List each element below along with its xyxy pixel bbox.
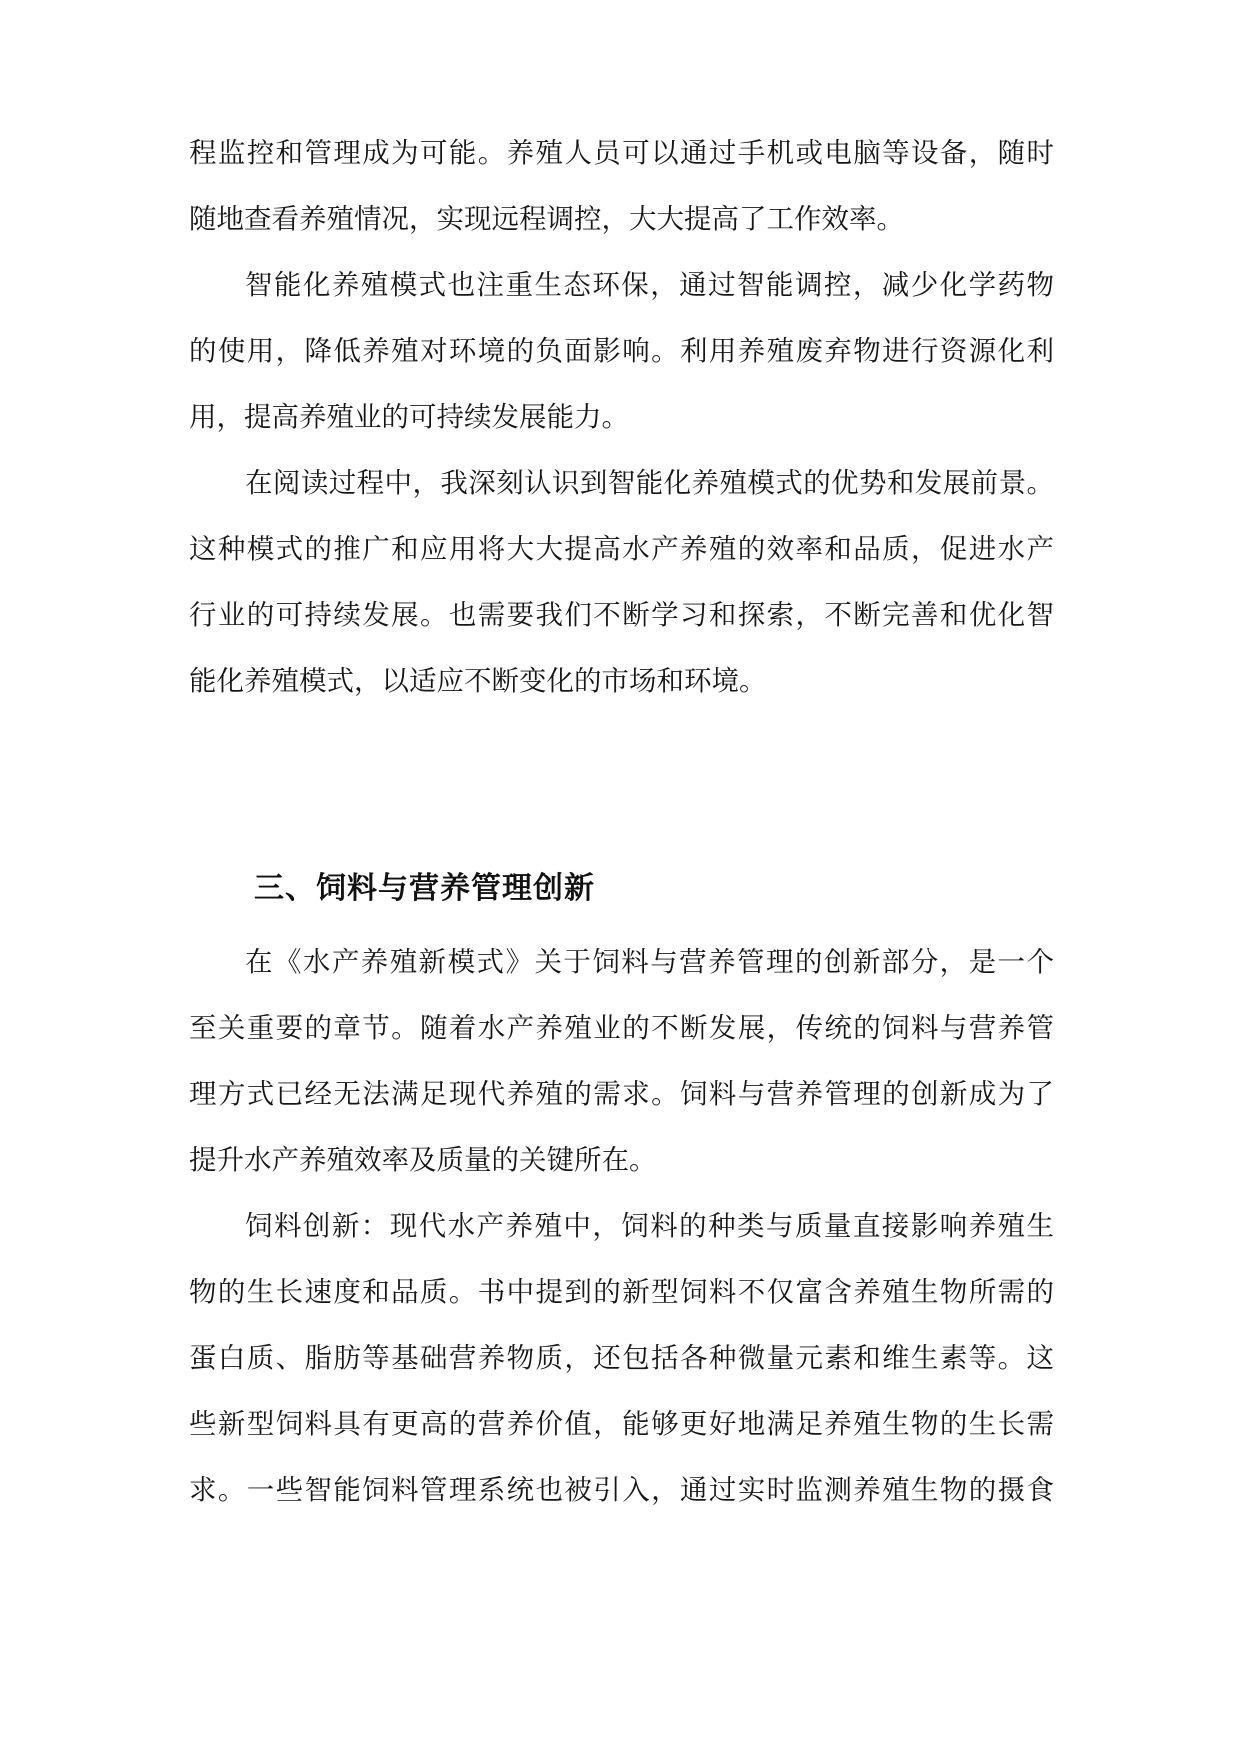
paragraph-1-line-1: 程监控和管理成为可能。养殖人员可以通过手机或电脑等设备，随时	[189, 137, 1054, 169]
section-heading: 三、饲料与营养管理创新	[254, 871, 595, 906]
paragraph-5-line-1: 饲料创新：现代水产养殖中，饲料的种类与质量直接影响养殖生	[245, 1210, 1054, 1242]
paragraph-2-line-1: 智能化养殖模式也注重生态环保，通过智能调控，减少化学药物	[245, 269, 1054, 301]
paragraph-3-line-4: 能化养殖模式，以适应不断变化的市场和环境。	[189, 665, 767, 697]
paragraph-5-line-4: 些新型饲料具有更高的营养价值，能够更好地满足养殖生物的生长需	[189, 1408, 1054, 1440]
paragraph-5-line-5: 求。一些智能饲料管理系统也被引入，通过实时监测养殖生物的摄食	[189, 1474, 1054, 1506]
paragraph-1-line-2: 随地查看养殖情况，实现远程调控，大大提高了工作效率。	[189, 203, 904, 235]
paragraph-4-line-3: 理方式已经无法满足现代养殖的需求。饲料与营养管理的创新成为了	[189, 1078, 1054, 1110]
paragraph-4-line-2: 至关重要的章节。随着水产养殖业的不断发展，传统的饲料与营养管	[189, 1012, 1054, 1044]
paragraph-3-line-3: 行业的可持续发展。也需要我们不断学习和探索，不断完善和优化智	[189, 599, 1054, 631]
paragraph-3-line-2: 这种模式的推广和应用将大大提高水产养殖的效率和品质，促进水产	[189, 533, 1054, 565]
paragraph-4-line-1: 在《水产养殖新模式》关于饲料与营养管理的创新部分，是一个	[245, 946, 1054, 978]
paragraph-2-line-2: 的使用，降低养殖对环境的负面影响。利用养殖废弃物进行资源化利	[189, 335, 1054, 367]
paragraph-5-line-2: 物的生长速度和品质。书中提到的新型饲料不仅富含养殖生物所需的	[189, 1276, 1054, 1308]
paragraph-3-line-1: 在阅读过程中，我深刻认识到智能化养殖模式的优势和发展前景。	[245, 467, 1054, 499]
paragraph-4-line-4: 提升水产养殖效率及质量的关键所在。	[189, 1144, 657, 1176]
paragraph-2-line-3: 用，提高养殖业的可持续发展能力。	[189, 401, 629, 433]
paragraph-5-line-3: 蛋白质、脂肪等基础营养物质，还包括各种微量元素和维生素等。这	[189, 1342, 1054, 1374]
